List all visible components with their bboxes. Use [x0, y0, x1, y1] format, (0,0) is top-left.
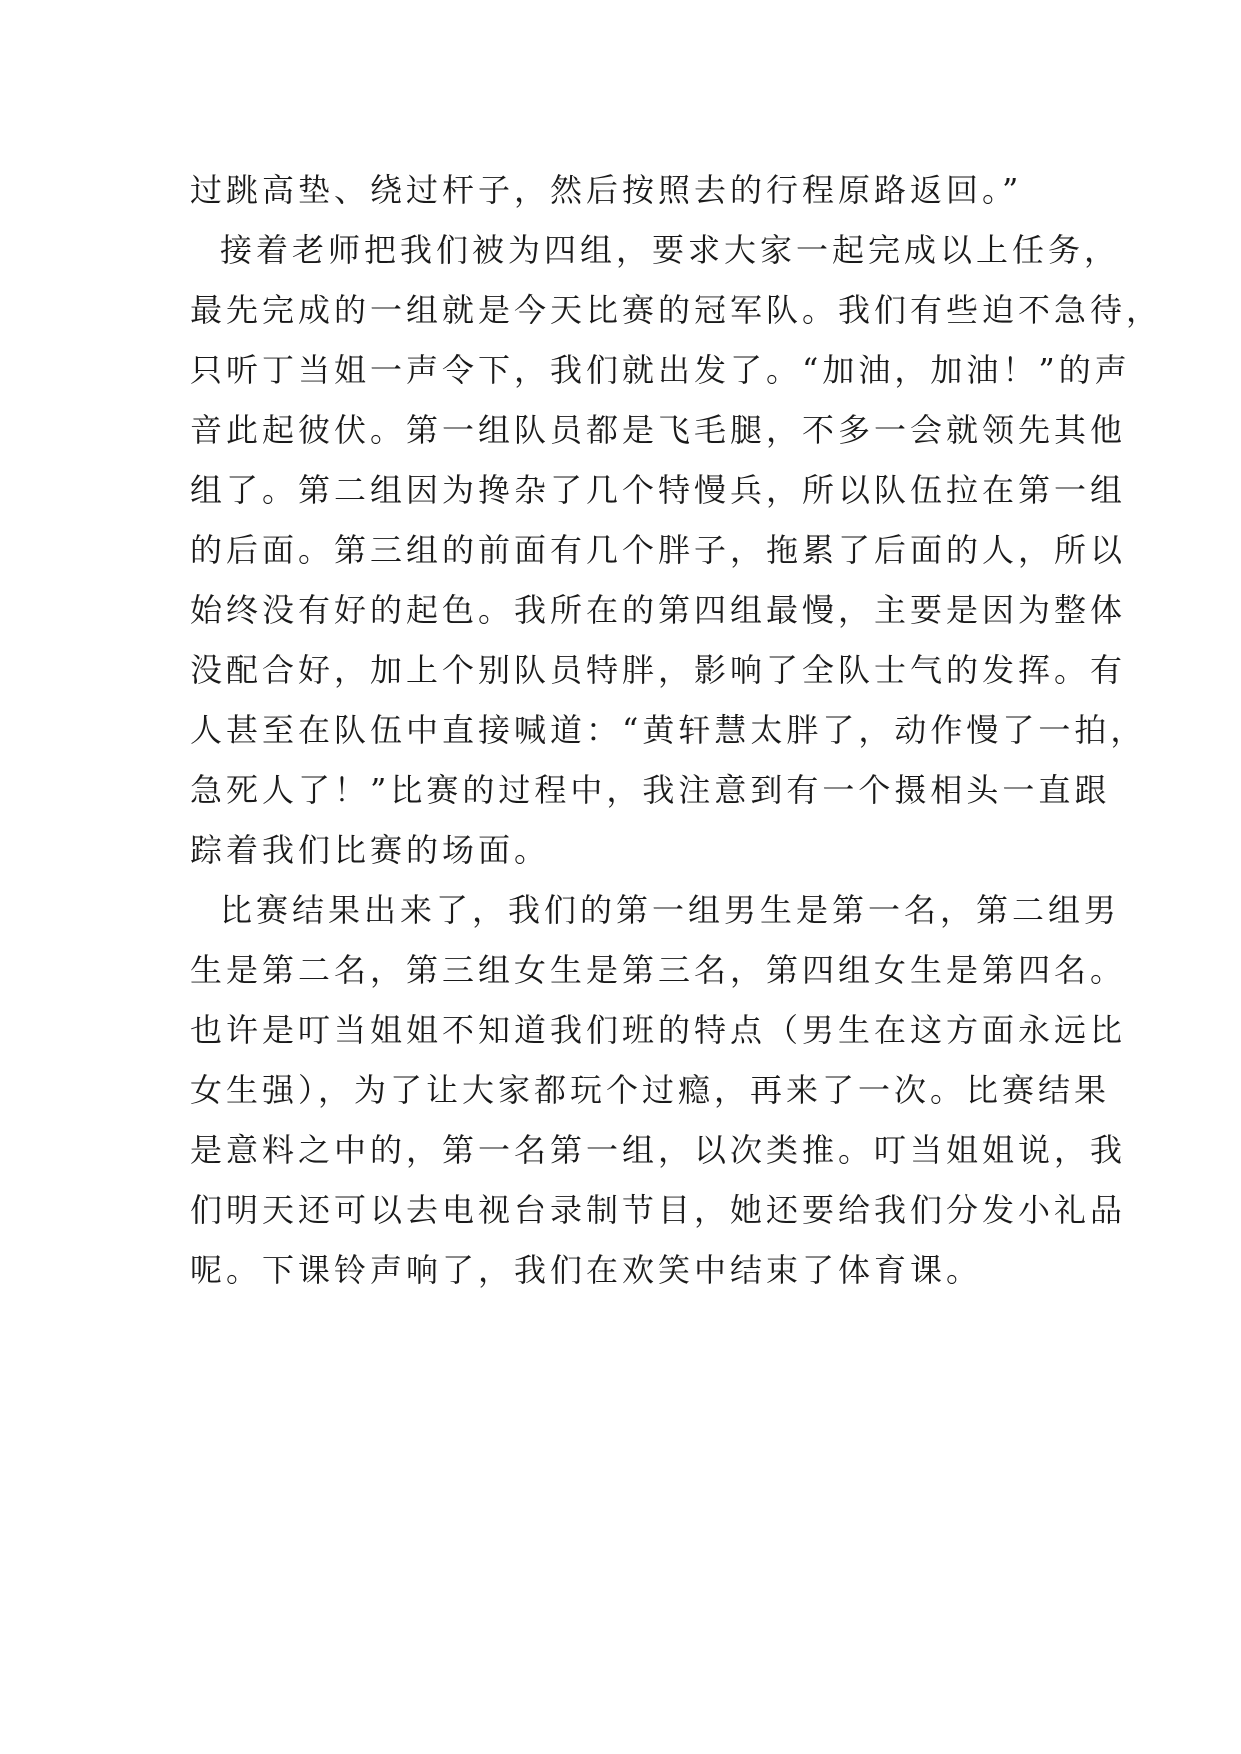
text-line: 们明天还可以去电视台录制节目，她还要给我们分发小礼品: [190, 1191, 1127, 1229]
text-line: 最先完成的一组就是今天比赛的冠军队。我们有些迫不急待，: [190, 291, 1163, 329]
text-line: 呢。下课铃声响了，我们在欢笑中结束了体育课。: [190, 1251, 983, 1289]
paragraph-start-line: 比赛结果出来了，我们的第一组男生是第一名，第二组男: [220, 891, 1121, 929]
paragraph-start-line: 接着老师把我们被为四组，要求大家一起完成以上任务，: [220, 231, 1121, 269]
text-line: 没配合好，加上个别队员特胖，影响了全队士气的发挥。有: [190, 651, 1127, 689]
text-line: 组了。第二组因为搀杂了几个特慢兵，所以队伍拉在第一组: [190, 471, 1127, 509]
text-line: 踪着我们比赛的场面。: [190, 831, 551, 869]
text-line: 也许是叮当姐姐不知道我们班的特点（男生在这方面永远比: [190, 1011, 1127, 1049]
text-line: 过跳高垫、绕过杆子，然后按照去的行程原路返回。”: [190, 171, 1023, 209]
text-line: 音此起彼伏。第一组队员都是飞毛腿，不多一会就领先其他: [190, 411, 1127, 449]
text-line: 急死人了！”比赛的过程中，我注意到有一个摄相头一直跟: [190, 771, 1111, 809]
text-line: 女生强），为了让大家都玩个过瘾，再来了一次。比赛结果: [190, 1071, 1111, 1109]
body-text: [190, 160, 1163, 1300]
text-line: 是意料之中的，第一名第一组，以次类推。叮当姐姐说，我: [190, 1131, 1127, 1169]
text-line: 生是第二名，第三组女生是第三名，第四组女生是第四名。: [190, 951, 1127, 989]
text-line: 始终没有好的起色。我所在的第四组最慢，主要是因为整体: [190, 591, 1127, 629]
text-line: 人甚至在队伍中直接喊道：“黄轩慧太胖了，动作慢了一拍，: [190, 711, 1147, 749]
text-line: 只听丁当姐一声令下，我们就出发了。“加油，加油！”的声: [190, 351, 1131, 389]
text-line: 的后面。第三组的前面有几个胖子，拖累了后面的人，所以: [190, 531, 1127, 569]
